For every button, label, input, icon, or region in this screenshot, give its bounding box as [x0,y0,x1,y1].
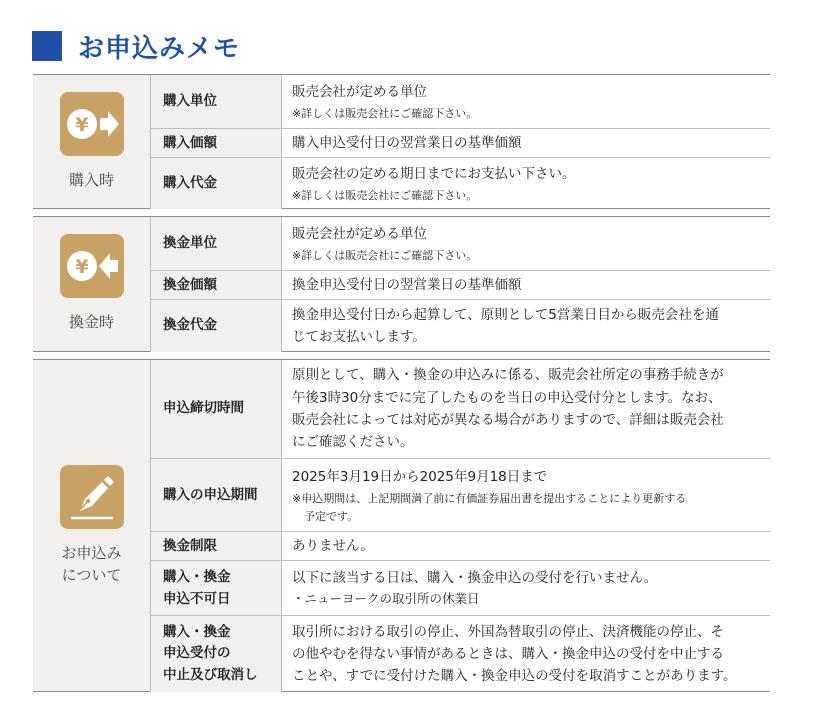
label-line: 申込不可日 [163,590,231,607]
value-line: 取引所における取引の停止、外国為替取引の停止、決済機能の停止、そ [292,623,724,640]
row-label: 購入の申込期間 [150,459,282,532]
table-row [150,75,770,128]
label-line: 申込受付の [163,645,231,662]
row-value [282,129,770,158]
table-row [150,128,770,158]
row-label: 換金価額 [150,271,282,300]
application-side [33,360,150,691]
side-label-line: お申込み [61,543,122,562]
value-line: 午後3時30分までに完了したものを当日の申込受付分とします。なお、 [292,389,722,406]
table-row [150,217,770,270]
table-row [150,615,770,692]
value-text: 2025年3月19日から2025年9月18日まで [292,468,548,485]
row-value [282,271,770,300]
table-row [150,560,770,616]
purchase-table [150,75,770,208]
value-line: ・ニューヨークの取引所の休業日 [292,591,480,607]
row-label: 換金制限 [150,532,282,561]
svg-text:¥: ¥ [74,256,89,279]
value-text: 販売会社が定める単位 [292,225,427,242]
value-note: ※詳しくは販売会社にご確認下さい。 [292,248,478,262]
side-label-line: について [61,565,122,584]
application-section [33,359,770,692]
value-line: にご確認ください。 [292,434,414,451]
row-label: 換金単位 [150,217,282,270]
row-label: 購入価額 [150,129,282,158]
note-line: 予定です。 [304,509,359,523]
value-line: 販売会社によっては対応が異なる場合がありますので、詳細は販売会社 [292,412,724,428]
value-text: 換金申込受付日の翌営業日の基準価額 [292,277,522,294]
label-line: 購入・換金 [163,568,231,585]
page-title: お申込みメモ [78,33,241,64]
application-label [61,543,121,587]
value-note [292,490,762,525]
value-text: 購入申込受付日の翌営業日の基準価額 [292,135,522,152]
table-row [150,157,770,209]
row-value [282,300,770,352]
row-label: 申込締切時間 [150,360,282,458]
value-note: ※詳しくは販売会社にご確認下さい。 [292,106,478,120]
row-value [282,158,770,209]
value-line: じてお支払いします。 [292,329,426,345]
row-label: 購入代金 [150,158,282,209]
title-marker [32,31,62,61]
svg-text:¥: ¥ [74,113,89,136]
redemption-label: 換金時 [68,313,114,332]
label-line: 中止及び取消し [163,666,258,683]
row-value [282,360,770,458]
redemption-table [150,217,770,351]
table-row [150,458,770,532]
row-label [150,561,282,616]
row-label: 換金代金 [150,300,282,352]
row-value [282,561,770,616]
row-value [282,616,770,692]
application-table [150,360,770,691]
value-line: ことや、すでに受付けた購入・換金申込の受付を取消すことがあります。 [292,668,737,685]
row-label [150,616,282,692]
yen-sell-icon [60,234,124,298]
yen-buy-icon [60,92,124,156]
value-text: ありません。 [292,538,374,555]
value-text: 販売会社が定める単位 [292,83,427,100]
fountain-pen-icon [60,465,124,529]
label-line: 購入・換金 [163,623,231,640]
row-value [282,459,770,532]
purchase-section [33,74,770,209]
value-line: 以下に該当する日は、購入・換金申込の受付を行いません。 [292,570,658,587]
row-value [282,532,770,561]
row-label: 購入単位 [150,75,282,128]
purchase-side [33,75,150,208]
value-line: 原則として、購入・換金の申込みに係る、販売会社所定の事務手続きが [292,367,724,384]
table-row [150,299,770,352]
value-line: 換金申込受付日から起算して、原則として5営業日目から販売会社を通 [292,306,719,323]
value-line: の他やむを得ない事情があるときは、購入・換金申込の受付を中止する [292,645,724,662]
table-row [150,360,770,458]
purchase-label: 購入時 [68,170,114,189]
redemption-section [33,216,770,352]
row-value [282,75,770,128]
row-value [282,217,770,270]
table-row [150,270,770,300]
redemption-side [33,217,150,351]
table-row [150,531,770,561]
page-header [32,28,240,64]
note-line: ※申込期間は、上記期間満了前に有価証券届出書を提出することにより更新する [292,492,687,506]
value-note: ※詳しくは販売会社にご確認下さい。 [292,188,478,202]
value-text: 販売会社の定める期日までにお支払い下さい。 [292,165,576,182]
